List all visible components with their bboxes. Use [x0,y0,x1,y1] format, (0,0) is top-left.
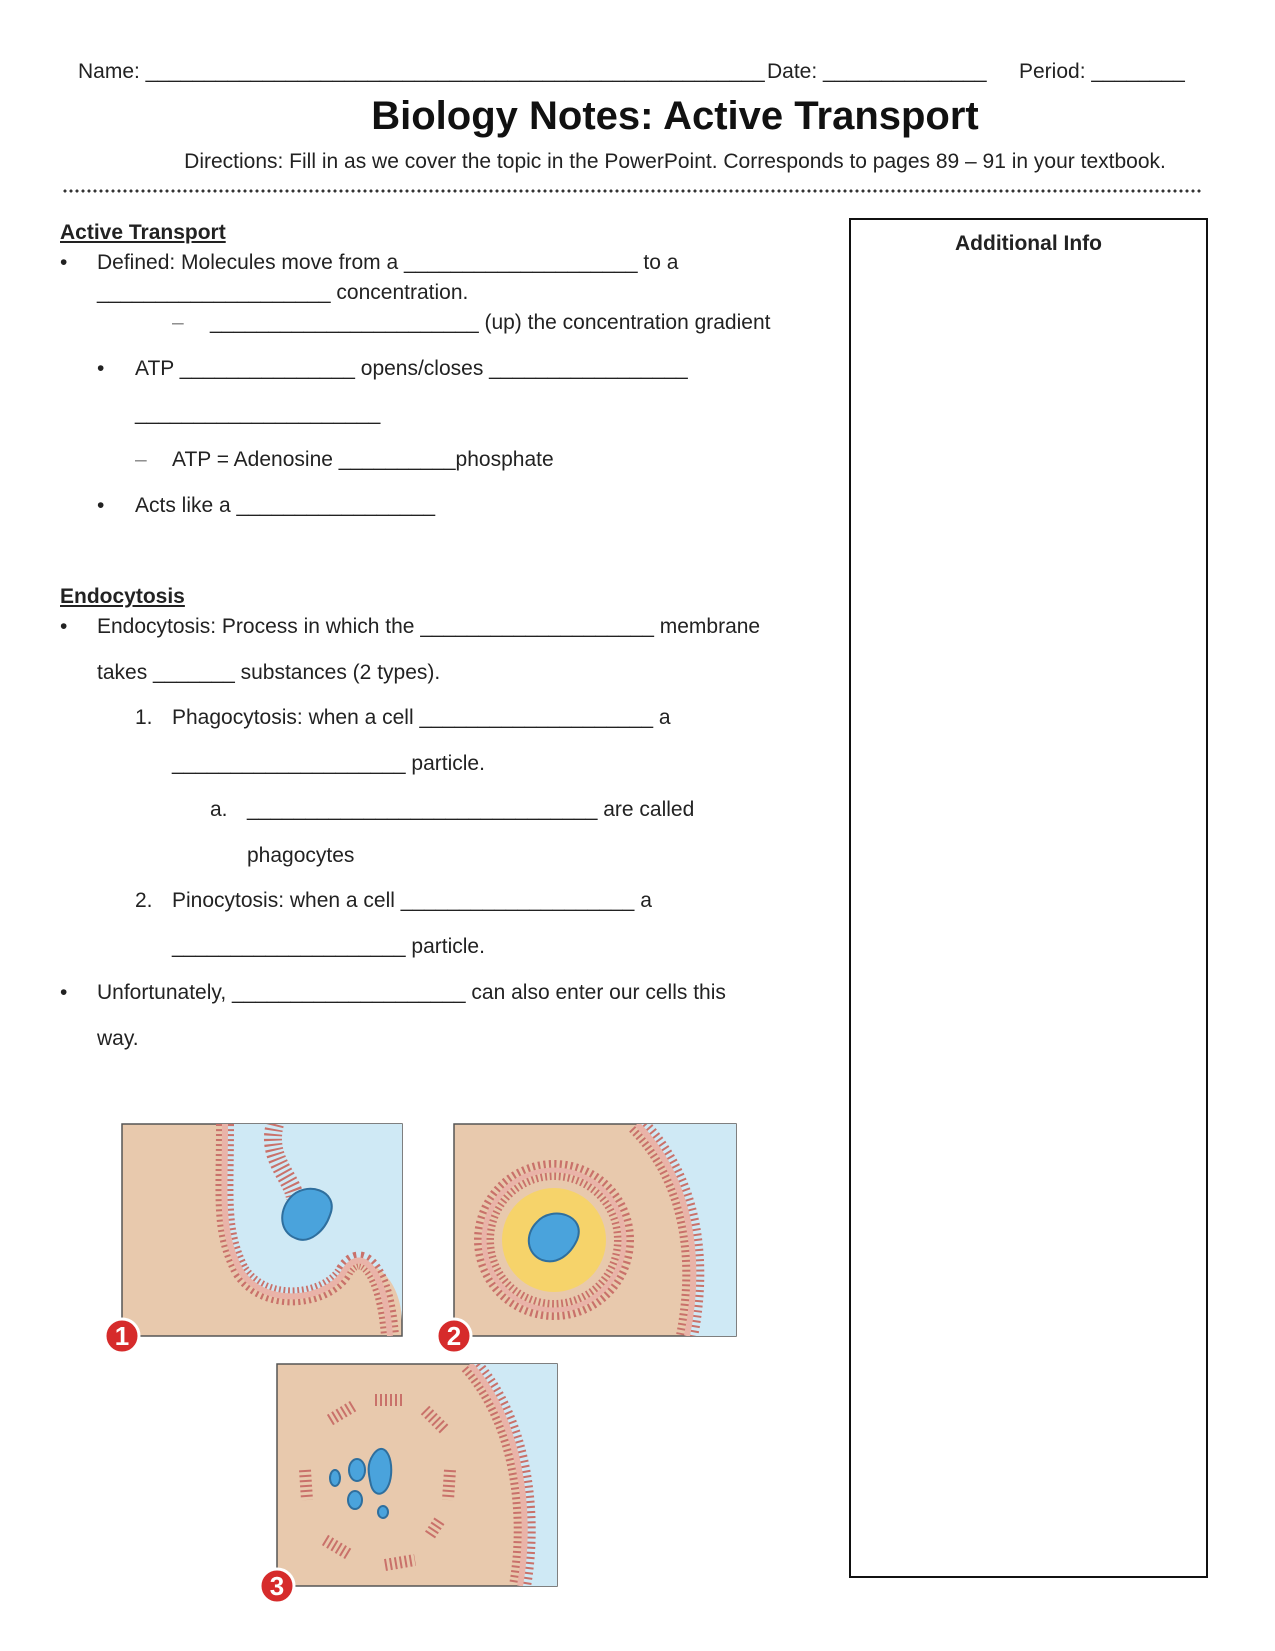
bullet-icon: • [60,251,68,274]
page-title: Biology Notes: Active Transport [371,94,979,138]
atp-definition-line: ATP = Adenosine __________phosphate [172,448,554,471]
pinocytosis-line-1: Pinocytosis: when a cell ____________________ a [172,889,652,912]
atp-line-2: _____________________ [135,402,381,425]
period-field[interactable]: Period: ________ [1019,60,1185,83]
endocytosis-line-1: Endocytosis: Process in which the ____________________ membrane [97,615,761,638]
phagocytosis-line-2: ____________________ particle. [172,752,485,775]
directions-text: Directions: Fill in as we cover the topic in the PowerPoint. Corresponds to pages 89 – 91 in your textbook. [184,150,1166,173]
active-transport-heading: Active Transport [60,221,226,244]
pinocytosis-line-2: ____________________ particle. [172,935,485,958]
defined-line-2: ____________________ concentration. [97,281,469,304]
list-letter: a. [210,798,228,821]
additional-info-title: Additional Info [955,232,1102,255]
step-badge-1-label: 1 [114,1321,130,1351]
date-field[interactable]: Date: ______________ [767,60,987,83]
endocytosis-step-2-figure [432,1120,750,1360]
bullet-icon: • [60,981,68,1004]
list-number: 1. [135,706,153,729]
dash-icon: – [135,448,147,471]
step-badge-2-label: 2 [446,1321,462,1351]
endocytosis-line-2: takes _______ substances (2 types). [97,661,441,684]
step-badge-3-label: 3 [269,1571,285,1601]
list-number: 2. [135,889,153,912]
unfortunately-line-2: way. [97,1027,139,1050]
phagocytes-line-1: ______________________________ are called [247,798,695,821]
phagocytes-line-2: phagocytes [247,844,355,867]
acts-like-line: Acts like a _________________ [135,494,436,517]
bullet-icon: • [97,494,105,517]
defined-line-1: Defined: Molecules move from a ____________________ to a [97,251,679,274]
phagocytosis-line-1: Phagocytosis: when a cell ____________________ a [172,706,671,729]
dotted-divider [62,188,1202,194]
gradient-line: _______________________ (up) the concentration gradient [210,311,771,334]
atp-line-1: ATP _______________ opens/closes _________________ [135,357,688,380]
additional-info-box[interactable] [849,218,1208,1578]
unfortunately-line-1: Unfortunately, ____________________ can also enter our cells this [97,981,726,1004]
endocytosis-heading: Endocytosis [60,585,185,608]
bullet-icon: • [60,615,68,638]
dash-icon: – [172,311,184,334]
name-field[interactable]: Name: _____________________________________________________ [78,60,765,83]
endocytosis-step-1-figure [100,1120,410,1360]
bullet-icon: • [97,357,105,380]
endocytosis-step-3-figure [255,1360,565,1610]
